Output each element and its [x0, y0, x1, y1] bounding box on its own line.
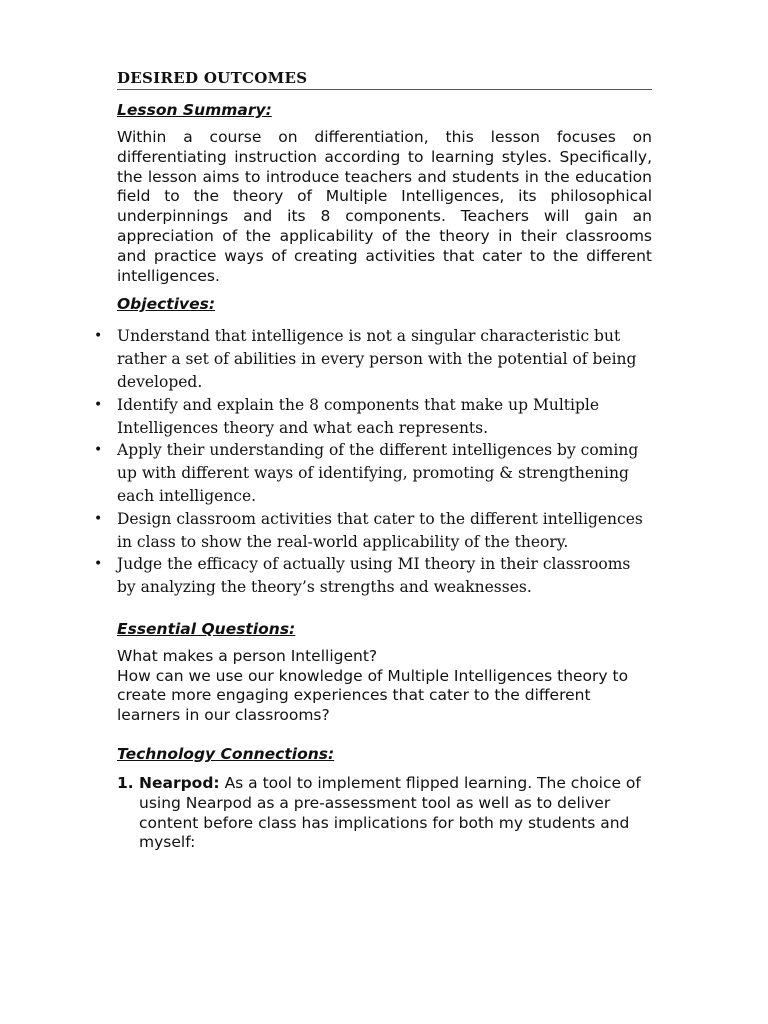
essential-question: How can we use our knowledge of Multiple Intelligences theory to create more engaging experiences that cater to the different learners in our classrooms? [117, 666, 629, 724]
essential-questions-text [117, 647, 652, 725]
objectives-heading: Objectives: [117, 295, 216, 314]
objective-text: Judge the efficacy of actually using MI theory in their classrooms by analyzing the theory’s strengths and weaknesses. [117, 555, 631, 597]
objective-text: Identify and explain the 8 components that make up Multiple Intelligences theory and what each represents. [117, 395, 600, 437]
bullet-icon: • [94, 556, 103, 573]
item-number: 1. [117, 774, 134, 793]
bullet-icon: • [94, 442, 103, 459]
technology-connections-heading: Technology Connections: [117, 745, 335, 764]
objective-item [94, 508, 652, 554]
bullet-icon: • [94, 510, 103, 527]
technology-item [117, 774, 652, 852]
document-page [94, 68, 652, 853]
objective-item [94, 394, 652, 440]
bullet-icon: • [94, 396, 103, 413]
page-title: DESIRED OUTCOMES [117, 68, 652, 90]
tool-description: As a tool to implement flipped learning. The choice of using Nearpod as a pre-assessment tool as well as to deliver content before class has implications for both my students and myself: [139, 774, 641, 852]
objective-item [94, 439, 652, 507]
essential-questions-heading: Essential Questions: [117, 619, 296, 638]
objective-text: Understand that intelligence is not a singular characteristic but rather a set of abilities in every person with the potential of being developed. [117, 327, 637, 391]
lesson-summary-heading: Lesson Summary: [117, 101, 272, 119]
objective-text: Design classroom activities that cater to the different intelligences in class to show the real-world applicability of the theory. [117, 509, 643, 551]
tool-name: Nearpod: [139, 774, 220, 793]
objective-item [94, 325, 652, 393]
objective-text: Apply their understanding of the different intelligences by coming up with different ways of identifying, promoting & strengthening each intelligence. [117, 441, 639, 505]
objective-item [94, 553, 652, 599]
lesson-summary-text: Within a course on differentiation, this lesson focuses on differentiating instruction according to learning styles. Specifically, the lesson aims to introduce teachers and students in the education field to the theory of Multiple Intelligences, its philosophical underpinnings and its 8 components. Teachers will gain an appreciation of the applicability of the theory in their classrooms and practice ways of creating activities that cater to the different intelligences. [117, 128, 652, 285]
essential-question: What makes a person Intelligent? [117, 646, 378, 665]
bullet-icon: • [94, 328, 103, 345]
technology-connections-list [117, 774, 652, 852]
objectives-list [94, 325, 652, 599]
